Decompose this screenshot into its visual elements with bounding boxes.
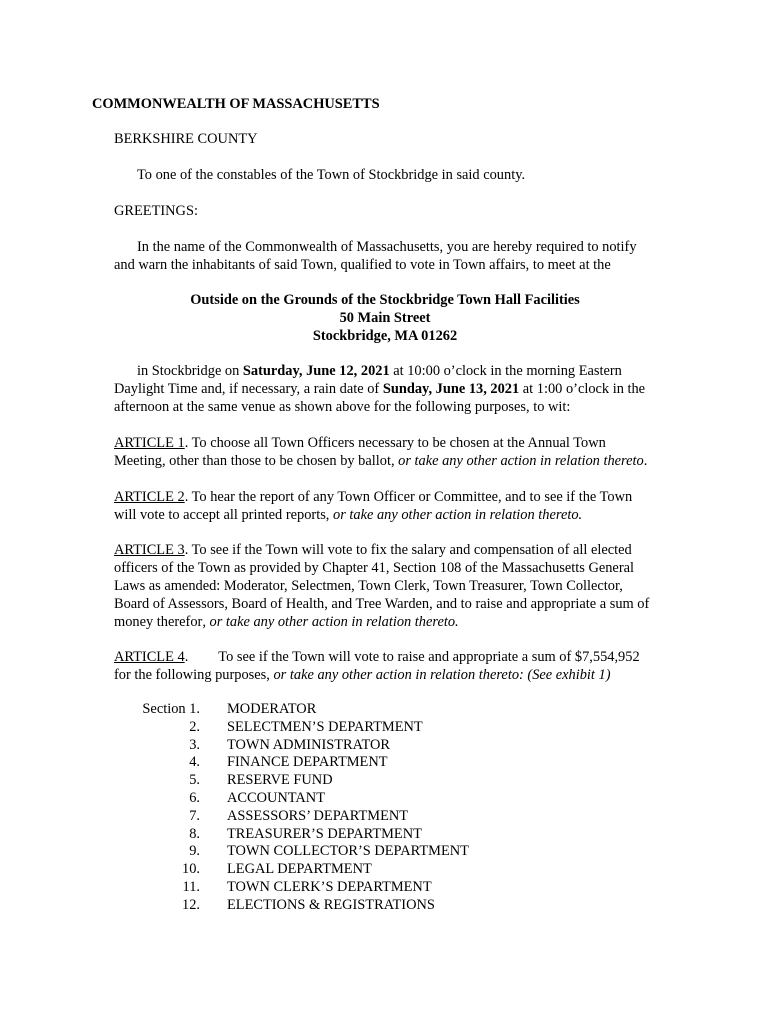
date-line-2-a: Daylight Time and, if necessary, a rain date of [114,381,383,397]
article-1-line-2 [114,452,647,470]
article-1-label: ARTICLE 1 [114,435,185,451]
article-3-line-2: officers of the Town as provided by Chapter 41, Section 108 of the Massachusetts General [114,560,634,576]
article-3-line-5 [114,613,459,631]
section-number-cell [136,772,200,790]
section-number: 7. [189,807,200,824]
date-line-1-a: in Stockbridge on [137,363,243,379]
section-row [136,808,469,826]
rain-date: Sunday, June 13, 2021 [382,381,520,397]
section-row [136,897,469,915]
section-name: TREASURER’S DEPARTMENT [227,825,422,842]
section-name: MODERATOR [227,701,317,717]
section-number: 11. [182,878,200,895]
article-4-text: To see if the Town will vote to raise and appropriate a sum of $7,554,952 [218,649,640,665]
location-line-2: 50 Main Street [339,310,431,326]
article-3-l5a: money therefor [114,614,203,630]
location-line-1: Outside on the Grounds of the Stockbridge Town Hall Facilities [190,292,580,308]
section-name: TOWN ADMINISTRATOR [227,736,390,753]
section-number: 4. [189,754,200,771]
date-line-2 [114,380,645,398]
section-row [136,861,469,879]
intro-line-2: and warn the inhabitants of said Town, qualified to vote in Town affairs, to meet at the [114,257,611,273]
section-number: 8. [189,825,200,842]
article-1-l2a: Meeting, other than those to be chosen by ballot, [114,453,399,469]
article-1-l2c: . [643,453,648,469]
article-3-l5b: , or take any other action in relation thereto. [202,614,459,630]
constables-line: To one of the constables of the Town of Stockbridge in said county. [137,167,526,183]
article-2-line-2 [114,506,582,524]
section-name: ACCOUNTANT [227,789,325,806]
article-1-text: . To choose all Town Officers necessary to be chosen at the Annual Town [184,435,606,451]
section-name: RESERVE FUND [227,772,333,789]
section-number: 2. [189,718,200,735]
meeting-date: Saturday, June 12, 2021 [242,363,390,379]
article-2-l2b: or take any other action in relation thereto. [333,507,583,523]
section-name: TOWN CLERK’S DEPARTMENT [227,878,432,895]
intro-line-1: In the name of the Commonwealth of Massachusetts, you are hereby required to notify [137,239,637,255]
section-row [136,701,469,719]
section-number-cell [136,719,200,737]
section-row [136,790,469,808]
section-number: 3. [189,736,200,753]
date-line-3: afternoon at the same venue as shown above for the following purposes, to wit: [114,399,571,415]
article-4-line-1 [114,648,640,666]
section-number: 1. [189,701,200,717]
section-name: ELECTIONS & REGISTRATIONS [227,896,435,913]
article-4-label: ARTICLE 4 [114,649,185,665]
section-name: ASSESSORS’ DEPARTMENT [227,807,409,824]
article-2-l2a: will vote to accept all printed reports, [114,507,333,523]
section-number-cell [136,897,200,915]
date-line-2-c: at 1:00 o’clock in the [519,381,646,397]
section-number-cell [136,790,200,808]
date-line-1-c: at 10:00 o’clock in the morning Eastern [389,363,622,379]
location-line-3: Stockbridge, MA 01262 [312,328,458,344]
section-row [136,754,469,772]
section-row [136,772,469,790]
section-name: FINANCE DEPARTMENT [227,754,388,771]
section-label: Section [142,701,186,717]
section-number-cell [136,808,200,826]
date-line-1 [137,362,622,380]
section-number: 5. [189,772,200,789]
section-number-cell [136,701,200,719]
article-1-line-1 [114,434,606,452]
section-number: 12. [182,896,200,913]
county-line: BERKSHIRE COUNTY [114,131,258,147]
article-3-text: . To see if the Town will vote to fix the salary and compensation of all elected [184,542,632,558]
section-row [136,719,469,737]
section-number: 10. [182,861,200,878]
section-number-cell [136,843,200,861]
section-number-cell [136,737,200,755]
document-heading: COMMONWEALTH OF MASSACHUSETTS [92,96,380,112]
section-name: LEGAL DEPARTMENT [227,861,372,878]
section-name: SELECTMEN’S DEPARTMENT [227,718,423,735]
article-1-l2b: or take any other action in relation thereto [398,453,644,469]
section-number-cell [136,861,200,879]
article-4-period: . [184,649,189,665]
section-row [136,843,469,861]
article-2-text: . To hear the report of any Town Officer or Committee, and to see if the Town [184,489,633,505]
section-number-cell [136,879,200,897]
section-row [136,826,469,844]
section-number: 6. [189,789,200,806]
article-4-l2a: for the following purposes, [114,667,274,683]
section-name: TOWN COLLECTOR’S DEPARTMENT [227,843,469,860]
article-3-line-4: Board of Assessors, Board of Health, and Tree Warden, and to raise and appropriate a sum of [114,596,650,612]
greetings-line: GREETINGS: [114,203,198,219]
article-4-l2b: or take any other action in relation thereto: (See exhibit 1) [273,667,611,683]
section-row [136,879,469,897]
section-number-cell [136,826,200,844]
article-3-line-1 [114,541,632,559]
article-2-line-1 [114,488,632,506]
article-4-line-2 [114,666,611,684]
article-2-label: ARTICLE 2 [114,489,185,505]
section-number: 9. [189,843,200,860]
section-number-cell [136,754,200,772]
article-3-label: ARTICLE 3 [114,542,185,558]
section-row [136,737,469,755]
sections-list [136,701,469,915]
article-3-line-3: Laws as amended: Moderator, Selectmen, Town Clerk, Town Treasurer, Town Collector, [114,578,623,594]
